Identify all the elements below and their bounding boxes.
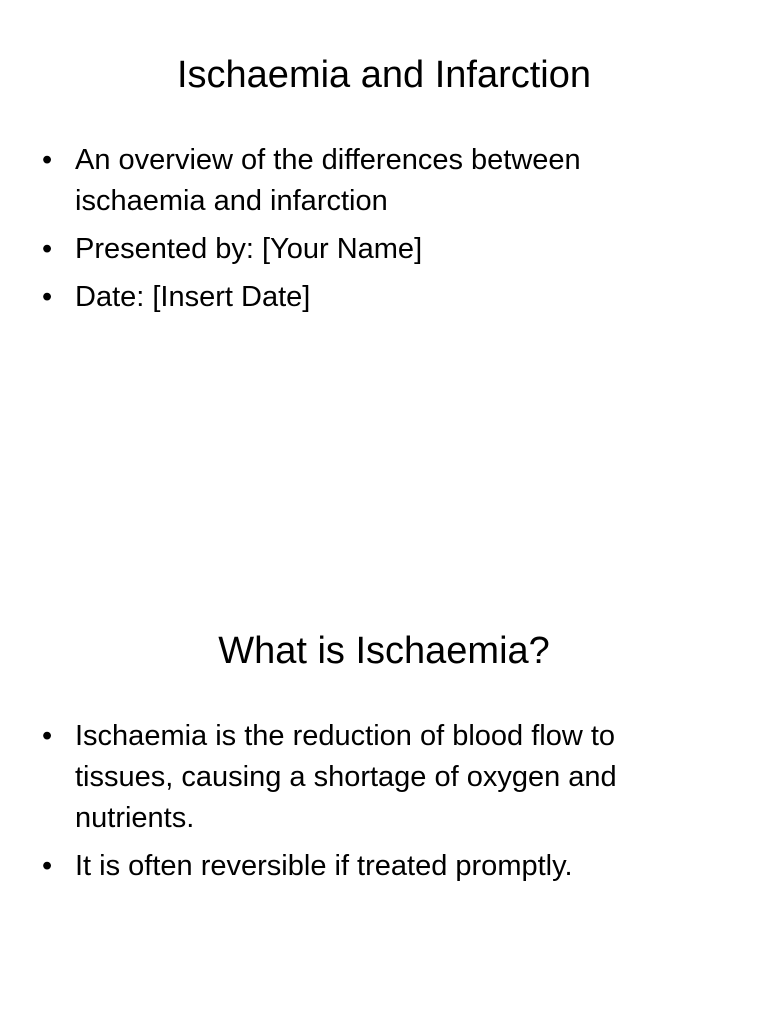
bullet-list [42, 716, 702, 894]
bullet-text: An overview of the differences between ischaemia and infarction [75, 144, 581, 217]
bullet-icon: • [42, 233, 53, 265]
bullet-item [42, 277, 702, 318]
bullet-text: Ischaemia is the reduction of blood flow to tissues, causing a shortage of oxygen and nutrients. [75, 720, 617, 834]
bullet-item [42, 716, 702, 839]
bullet-icon: • [42, 281, 53, 313]
slide-title: What is Ischaemia? [218, 630, 550, 672]
bullet-icon: • [42, 144, 53, 176]
bullet-item [42, 229, 702, 270]
bullet-text: It is often reversible if treated promptly. [75, 850, 573, 882]
bullet-icon: • [42, 720, 53, 752]
bullet-icon: • [42, 850, 53, 882]
bullet-list [42, 140, 702, 325]
bullet-item [42, 140, 702, 222]
slide-title: Ischaemia and Infarction [176, 54, 591, 96]
bullet-text: Date: [Insert Date] [75, 281, 311, 313]
bullet-item [42, 846, 702, 887]
bullet-text: Presented by: [Your Name] [75, 233, 423, 265]
slide-2 [0, 576, 768, 1024]
